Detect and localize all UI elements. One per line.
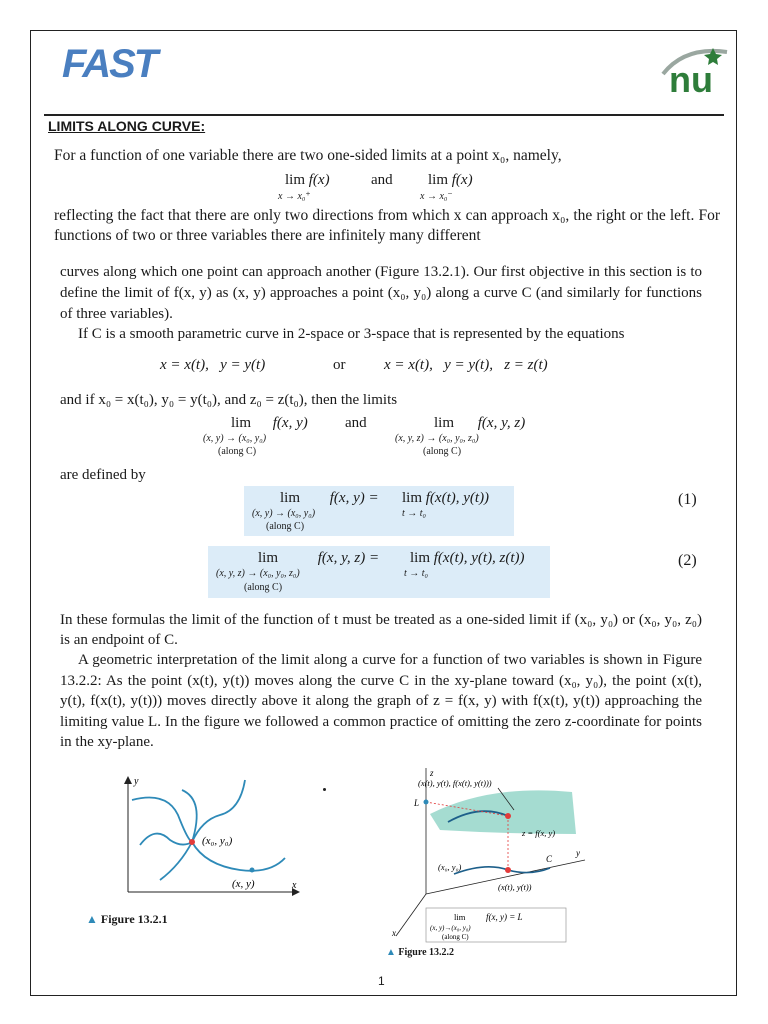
onesided-sub-left: x → x₀⁺ [278, 191, 311, 202]
fig1-moving-point [250, 868, 255, 873]
fig2-L-label: L [414, 798, 420, 808]
equation-1-number: (1) [678, 491, 697, 508]
fig2-moving-label: (x(t), y(t)) [498, 882, 532, 892]
fig1-curves [132, 780, 285, 880]
fig1-curve-5 [160, 842, 192, 880]
paragraph-7: In these formulas the limit of the function of t must be treated as a one-sided limit if (x₀, y₀) or (x₀, y₀, z₀) is an endpoint of C. [60, 612, 702, 648]
section-heading: LIMITS ALONG CURVE: [48, 118, 206, 134]
fig2-box-fx: f(x, y) = L [486, 912, 523, 922]
fig1-moving-label: (x, y) [232, 878, 255, 890]
onesided-and: and [371, 172, 393, 188]
equation-2-lhs: lim f(x, y, z) = [258, 550, 380, 566]
limit-3var-sub: (x, y, z) → (x₀, y₀, z₀) [395, 433, 479, 444]
fast-logo: FAST [62, 42, 157, 86]
equation-1-lhs: lim f(x, y) = [280, 490, 379, 506]
onesided-sub-right: x → x₀⁻ [420, 191, 453, 202]
paragraph-1: For a function of one variable there are two one-sided limits at a point x₀, namely, [54, 147, 562, 164]
fig2-base-point [505, 867, 511, 873]
triangle-icon: ▲ [386, 947, 396, 958]
limit-and: and [345, 415, 367, 431]
fig2-x-label: x [392, 928, 396, 938]
equation-1-lhs-along: (along C) [266, 521, 305, 532]
eq-param-2d: x = x(t), y = y(t) [160, 357, 266, 373]
paragraph-8: A geometric interpretation of the limit along a curve for a function of two variables is shown in Figure 13.2.2: As the point (x(t), y(t)) moves along the curve C in the xy-plane toward (x₀, y₀), the point (x(t), y(t), f(x(t), y(t))) moves directly above it along the graph of z = f(x, y) with f(x(t), y(t)) approaching the limiting value L. In the figure we followed a common practice of omitting the zero z-coordinate for points in the xy-plane. [60, 652, 702, 750]
fig1-curve-4 [192, 780, 245, 842]
paragraph-5: and if x₀ = x(t₀), y₀ = y(t₀), and z₀ = z(t₀), then the limits [60, 392, 398, 408]
limit-2var: lim f(x, y) [231, 415, 308, 431]
fig2-z-label: z [430, 768, 434, 778]
fig1-curve-2 [140, 834, 192, 845]
figure-13-2-2 [390, 764, 590, 944]
stray-dot [323, 788, 326, 791]
figure-2-caption: ▲ Figure 13.2.2 [386, 947, 455, 958]
fig1-point-label: (x₀, y₀) [202, 835, 233, 847]
fig1-x-label: x [292, 880, 297, 891]
fig2-box-along: (along C) [442, 933, 469, 941]
nu-logo [655, 44, 735, 109]
equation-1-rhs: lim f(x(t), y(t)) [402, 490, 490, 506]
fig2-y-label: y [576, 848, 580, 858]
eq-param-or: or [333, 357, 346, 373]
fig1-limit-point [189, 839, 195, 845]
x-axis-3d [396, 894, 426, 936]
fig1-y-label: y [134, 776, 139, 787]
limit-3var-along: (along C) [423, 446, 462, 457]
fig2-box-sub: (x, y)→(x₀, y₀) [430, 924, 471, 932]
figure-1-caption: ▲ Figure 13.2.1 [86, 912, 168, 926]
fig2-point-label: (x₀, y₀) [438, 862, 462, 872]
fig2-curve-label: C [546, 854, 553, 864]
onesided-lim-right: lim f(x) [428, 172, 473, 188]
nu-logo-graphic [655, 44, 735, 104]
limit-2var-sub: (x, y) → (x₀, y₀) [203, 433, 267, 444]
page-number: 1 [378, 974, 385, 988]
paragraph-4: If C is a smooth parametric curve in 2-space or 3-space that is represented by the equations [78, 326, 625, 342]
header-divider [44, 114, 724, 116]
equation-2-lhs-sub: (x, y, z) → (x₀, y₀, z₀) [216, 568, 300, 579]
eq-param-3d: x = x(t), y = y(t), z = z(t) [384, 357, 548, 373]
paragraph-3: curves along which one point can approach another (Figure 13.2.1). Our first objective in this section is to define the limit of f(x, y) as (x, y) approaches a point (x₀, y₀) along a curve C (and similarly for functions of three variables). [60, 264, 702, 322]
triangle-icon: ▲ [86, 912, 98, 926]
equation-2-rhs: lim f(x(t), y(t), z(t)) [410, 550, 525, 566]
y-axis-arrow [124, 776, 132, 784]
nu-logo-text: nu [669, 59, 713, 100]
equation-1-rhs-sub: t → t₀ [402, 508, 427, 519]
equation-2-lhs-along: (along C) [244, 582, 283, 593]
limit-3var: lim f(x, y, z) [434, 415, 526, 431]
figure-13-2-1 [110, 770, 310, 900]
equation-2-number: (2) [678, 552, 697, 569]
equation-1-lhs-sub: (x, y) → (x₀, y₀) [252, 508, 316, 519]
fig2-surface-label: z = f(x, y) [522, 828, 556, 838]
paragraph-2: reflecting the fact that there are only two directions from which x can approach x₀, the right or the left. For functions of two or three variables there are infinitely many different [54, 207, 720, 244]
equation-2-rhs-sub: t → t₀ [404, 568, 429, 579]
fig1-curve-3 [182, 790, 197, 842]
fig2-box-lim: lim [454, 912, 466, 922]
limit-2var-along: (along C) [218, 446, 257, 457]
onesided-lim-left: lim f(x) [285, 172, 330, 188]
fig2-L-point [424, 800, 429, 805]
paragraph-6: are defined by [60, 467, 146, 483]
fig2-top-label: (x(t), y(t), f(x(t), y(t))) [418, 778, 492, 788]
